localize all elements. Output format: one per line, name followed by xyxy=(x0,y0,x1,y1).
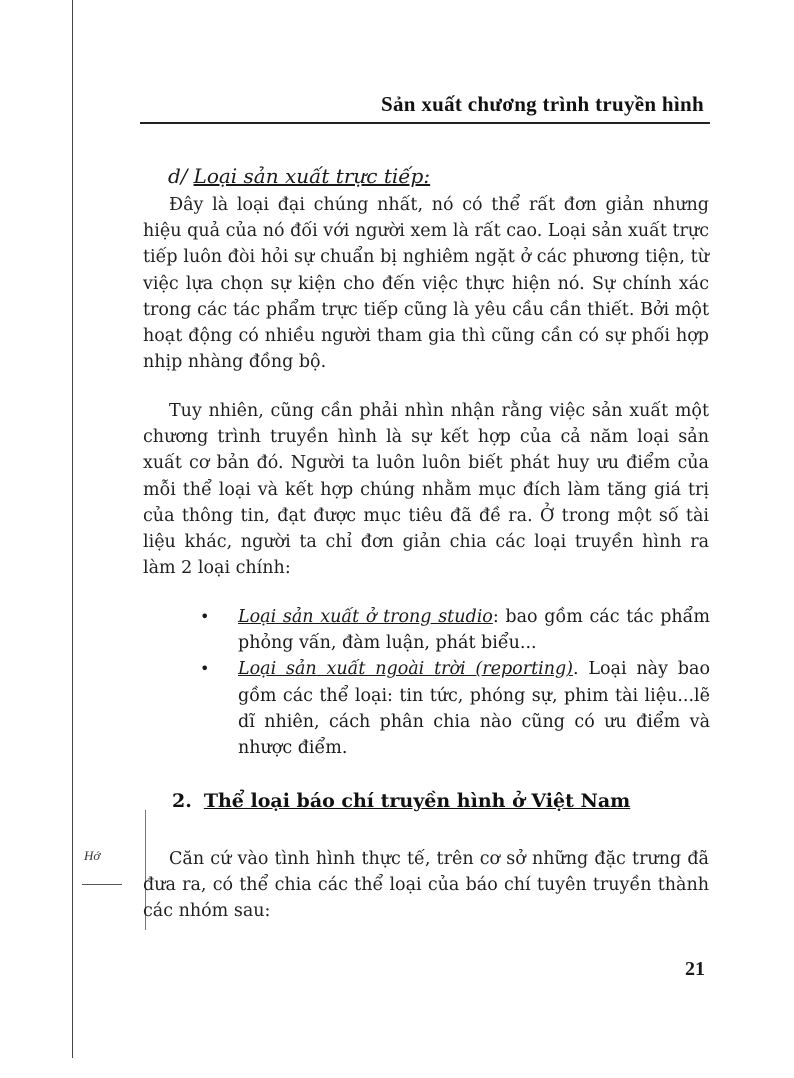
bullet-term: Loại sản xuất ngoài trời (reporting) xyxy=(238,659,574,680)
section-title-text: Loại sản xuất trực tiếp: xyxy=(193,164,431,188)
paragraph-2: Tuy nhiên, cũng cần phải nhìn nhận rằng việc sản xuất một chương trình truyền hình là sự kết hợp của cả năm loại sản xuất cơ bản đó. Người ta luôn luôn biết phát huy ưu điểm của mỗi thể loại và kết hợp chúng nhằm mục đích làm tăng giá trị của thông tin, đạt được mục tiêu đã đề ra. Ở trong một số tài liệu khác, người ta chỉ đơn giản chia các loại truyền hình ra làm 2 loại chính: xyxy=(143,401,709,579)
bullet-desc: . Loại này bao gồm các thể loại: tin tức, phóng sự, phim tài liệu...lẽ dĩ nhiên, cách phân chia nào cũng có ưu điểm và nhược điểm. xyxy=(238,659,710,759)
paragraph-1: Đây là loại đại chúng nhất, nó có thể rất đơn giản nhưng hiệu quả của nó đối với người xem là rất cao. Loại sản xuất trực tiếp luôn đòi hỏi sự chuẩn bị nghiêm ngặt ở các phương tiện, từ việc lựa chọn sự kiện cho đến việc thực hiện nó. Sự chính xác trong các tác phẩm trực tiếp cũng là yêu cầu cần thiết. Bởi một hoạt động có nhiều người tham gia thì cũng cần có sự phối hợp nhịp nhàng đồng bộ. xyxy=(143,195,709,373)
handwritten-margin-note: Hớ xyxy=(84,848,101,863)
running-header-title: Sản xuất chương trình truyền hình xyxy=(381,92,704,116)
page-number: 21 xyxy=(685,958,705,980)
bullet-list xyxy=(200,604,710,761)
bullet-item xyxy=(200,656,710,761)
header-divider xyxy=(140,122,710,124)
subsection-heading xyxy=(172,790,630,812)
bullet-desc: : bao gồm các tác phẩm phỏng vấn, đàm luận, phát biểu... xyxy=(238,607,710,654)
bullet-term: Loại sản xuất ở trong studio xyxy=(238,607,493,627)
paragraph-3: Căn cứ vào tình hình thực tế, trên cơ sở những đặc trưng đã đưa ra, có thể chia các thể loại của báo chí tuyên truyền thành các nhóm sau: xyxy=(143,849,709,922)
subsection-number: 2. xyxy=(172,790,192,812)
page-margin-rule xyxy=(72,0,73,1058)
section-prefix: d/ xyxy=(168,164,188,188)
section-heading xyxy=(168,164,430,188)
margin-note-underline xyxy=(82,884,122,885)
subsection-title: Thể loại báo chí truyền hình ở Việt Nam xyxy=(203,790,631,812)
bullet-item xyxy=(200,604,710,656)
